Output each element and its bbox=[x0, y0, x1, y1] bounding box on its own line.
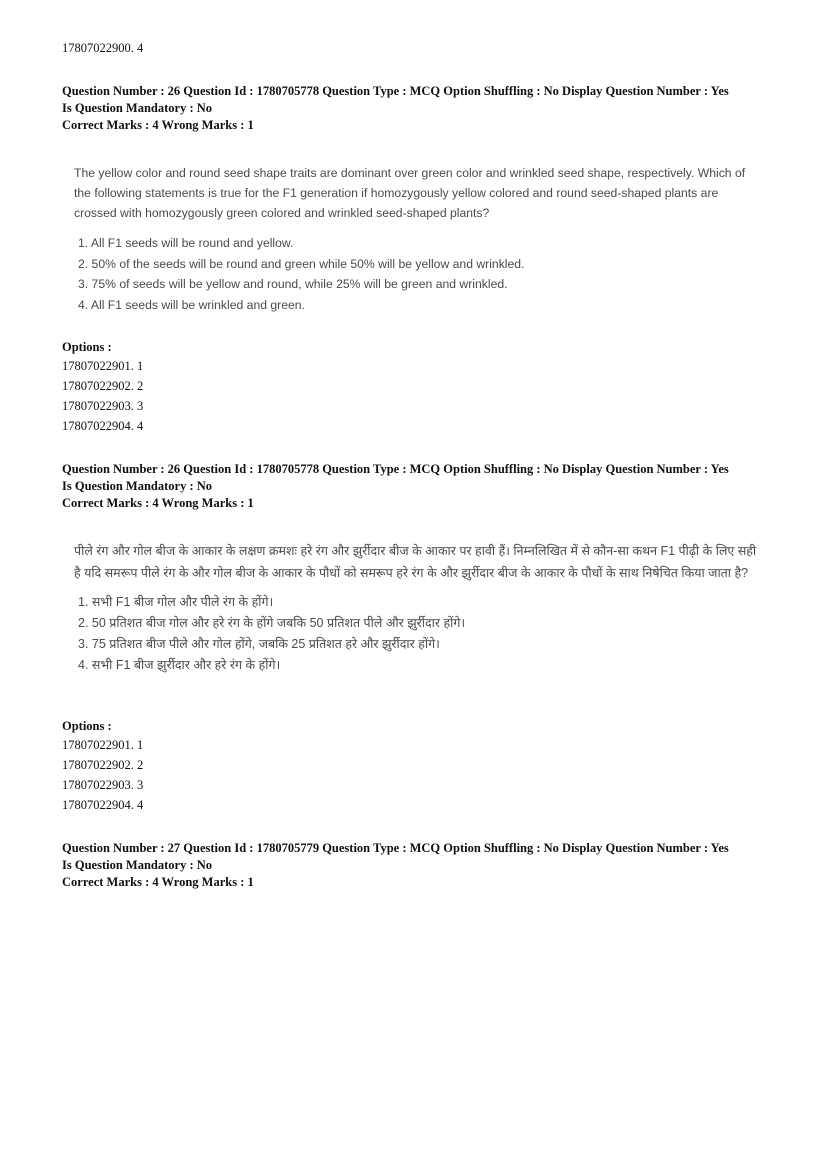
question-marks-line: Correct Marks : 4 Wrong Marks : 1 bbox=[62, 496, 254, 510]
options-label: Options : bbox=[62, 340, 112, 354]
question-meta-2 bbox=[62, 461, 774, 512]
option-id-line: 17807022904. 4 bbox=[62, 419, 144, 433]
question-marks-line: Correct Marks : 4 Wrong Marks : 1 bbox=[62, 118, 254, 132]
question-mandatory-line: Is Question Mandatory : No bbox=[62, 101, 213, 115]
question-option: 4. All F1 seeds will be wrinkled and green. bbox=[78, 297, 305, 312]
question-meta-1 bbox=[62, 83, 774, 134]
question-image-hindi bbox=[74, 540, 764, 676]
question-meta-line: Question Number : 26 Question Id : 1780705778 Question Type : MCQ Option Shuffling : No Display Question Number : Yes bbox=[62, 84, 729, 98]
option-id-line: 17807022901. 1 bbox=[62, 738, 144, 752]
question-mandatory-line: Is Question Mandatory : No bbox=[62, 858, 213, 872]
question-option: 2. 50% of the seeds will be round and green while 50% will be yellow and wrinkled. bbox=[78, 256, 525, 271]
option-id-line: 17807022901. 1 bbox=[62, 359, 144, 373]
option-id-line: 17807022903. 3 bbox=[62, 778, 144, 792]
question-marks-line: Correct Marks : 4 Wrong Marks : 1 bbox=[62, 875, 254, 889]
option-id-line: 17807022903. 3 bbox=[62, 399, 144, 413]
question-option-list bbox=[74, 233, 764, 315]
question-option: 2. 50 प्रतिशत बीज गोल और हरे रंग के होंगे जबकि 50 प्रतिशत पीले और झुर्रीदार होंगे। bbox=[78, 616, 466, 630]
question-stem: पीले रंग और गोल बीज के आकार के लक्षण क्रमशः हरे रंग और झुर्रीदार बीज के आकार पर हावी हैं। निम्नलिखित में से कौन-सा कथन F1 पीढ़ी के लिए सही है यदि समरूप पीले रंग के और गोल बीज के आकार के पौधों को समरूप हरे रंग के और झुर्रीदार बीज के आकार के पौधों के साथ निषेचित किया जाता है? bbox=[74, 544, 757, 580]
question-meta-line: Question Number : 26 Question Id : 1780705778 Question Type : MCQ Option Shuffling : No Display Question Number : Yes bbox=[62, 462, 729, 476]
question-option: 3. 75 प्रतिशत बीज पीले और गोल होंगे, जबकि 25 प्रतिशत हरे और झुर्रीदार होंगे। bbox=[78, 637, 440, 651]
question-option: 1. सभी F1 बीज गोल और पीले रंग के होंगे। bbox=[78, 595, 274, 609]
option-id-line: 17807022902. 2 bbox=[62, 758, 144, 772]
question-meta-line: Question Number : 27 Question Id : 1780705779 Question Type : MCQ Option Shuffling : No Display Question Number : Yes bbox=[62, 841, 729, 855]
options-label: Options : bbox=[62, 719, 112, 733]
question-option-list bbox=[74, 592, 764, 676]
question-option: 4. सभी F1 बीज झुर्रीदार और हरे रंग के होंगे। bbox=[78, 658, 281, 672]
question-mandatory-line: Is Question Mandatory : No bbox=[62, 479, 213, 493]
question-meta-3 bbox=[62, 840, 774, 891]
previous-option-line: 17807022900. 4 bbox=[62, 41, 144, 55]
question-option: 3. 75% of seeds will be yellow and round, while 25% will be green and wrinkled. bbox=[78, 277, 508, 291]
option-id-line: 17807022904. 4 bbox=[62, 798, 144, 812]
question-stem: The yellow color and round seed shape traits are dominant over green color and wrinkled seed shape, respectively. Which of the following statements is true for the F1 generation if homozygously yellow colored and round seed-shaped plants are crossed with homozygously green colored and wrinkled seed-shaped plants? bbox=[74, 166, 746, 220]
question-image-english bbox=[74, 163, 764, 315]
option-id-line: 17807022902. 2 bbox=[62, 379, 144, 393]
question-option: 1. All F1 seeds will be round and yellow. bbox=[78, 236, 294, 250]
